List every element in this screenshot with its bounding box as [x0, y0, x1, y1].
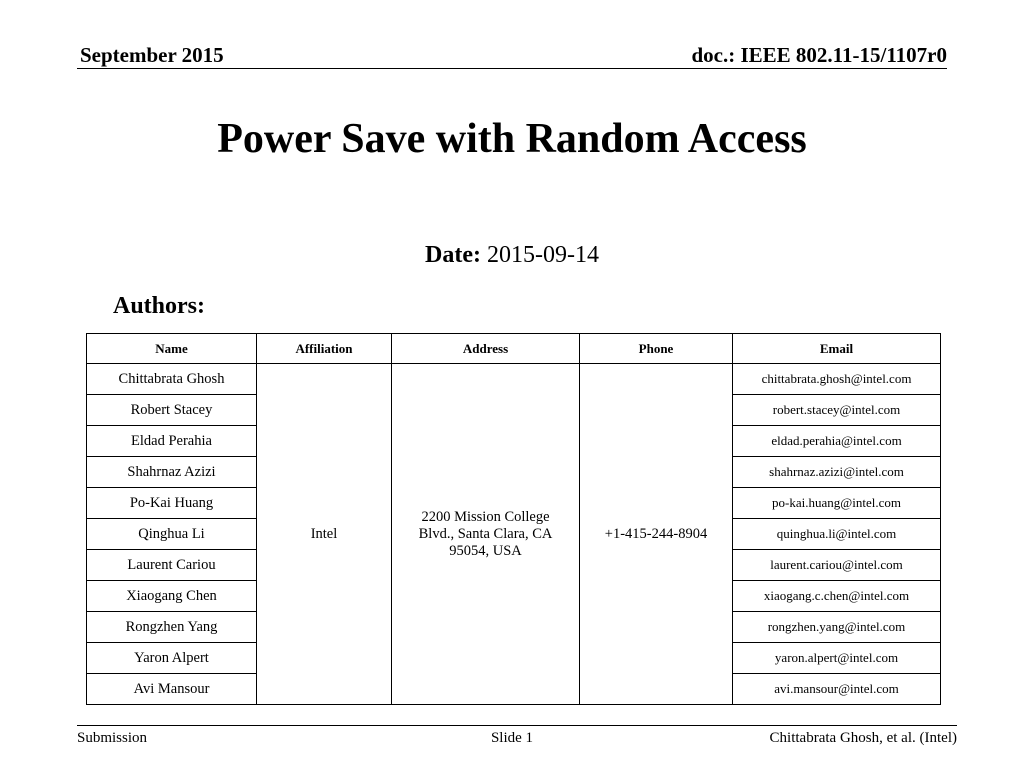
- address-cell: 2200 Mission College Blvd., Santa Clara, CA 95054, USA: [392, 364, 580, 705]
- affiliation-cell: Intel: [257, 364, 392, 705]
- col-header-affiliation: Affiliation: [257, 334, 392, 364]
- author-name: Avi Mansour: [87, 674, 257, 705]
- author-email: robert.stacey@intel.com: [733, 395, 941, 426]
- author-email: chittabrata.ghosh@intel.com: [733, 364, 941, 395]
- author-name: Yaron Alpert: [87, 643, 257, 674]
- author-email: rongzhen.yang@intel.com: [733, 612, 941, 643]
- author-email: laurent.cariou@intel.com: [733, 550, 941, 581]
- author-name: Rongzhen Yang: [87, 612, 257, 643]
- author-email: eldad.perahia@intel.com: [733, 426, 941, 457]
- author-email: xiaogang.c.chen@intel.com: [733, 581, 941, 612]
- authors-table: [86, 333, 941, 705]
- author-name: Xiaogang Chen: [87, 581, 257, 612]
- author-name: Shahrnaz Azizi: [87, 457, 257, 488]
- author-name: Chittabrata Ghosh: [87, 364, 257, 395]
- author-name: Robert Stacey: [87, 395, 257, 426]
- author-name: Qinghua Li: [87, 519, 257, 550]
- author-email: yaron.alpert@intel.com: [733, 643, 941, 674]
- table-row: [87, 364, 941, 395]
- author-email: avi.mansour@intel.com: [733, 674, 941, 705]
- col-header-phone: Phone: [580, 334, 733, 364]
- col-header-name: Name: [87, 334, 257, 364]
- slide-title: Power Save with Random Access: [217, 116, 807, 162]
- header-doc-id: doc.: IEEE 802.11-15/1107r0: [691, 43, 947, 67]
- table-header-row: [87, 334, 941, 364]
- authors-heading: Authors:: [113, 293, 206, 319]
- footer-divider: [77, 725, 957, 726]
- col-header-email: Email: [733, 334, 941, 364]
- header-divider: [77, 68, 947, 69]
- col-header-address: Address: [392, 334, 580, 364]
- date-label: Date:: [425, 242, 481, 268]
- footer-submission: Submission: [77, 730, 148, 746]
- phone-cell: +1-415-244-8904: [580, 364, 733, 705]
- date-value: 2015-09-14: [486, 242, 599, 268]
- author-email: shahrnaz.azizi@intel.com: [733, 457, 941, 488]
- date-line: [0, 240, 1024, 270]
- author-name: Laurent Cariou: [87, 550, 257, 581]
- footer-slide-number: Slide 1: [490, 730, 534, 746]
- footer-author: Chittabrata Ghosh, et al. (Intel): [769, 730, 957, 746]
- author-name: Po-Kai Huang: [87, 488, 257, 519]
- header-date: September 2015: [80, 43, 224, 67]
- author-email: po-kai.huang@intel.com: [733, 488, 941, 519]
- author-name: Eldad Perahia: [87, 426, 257, 457]
- author-email: quinghua.li@intel.com: [733, 519, 941, 550]
